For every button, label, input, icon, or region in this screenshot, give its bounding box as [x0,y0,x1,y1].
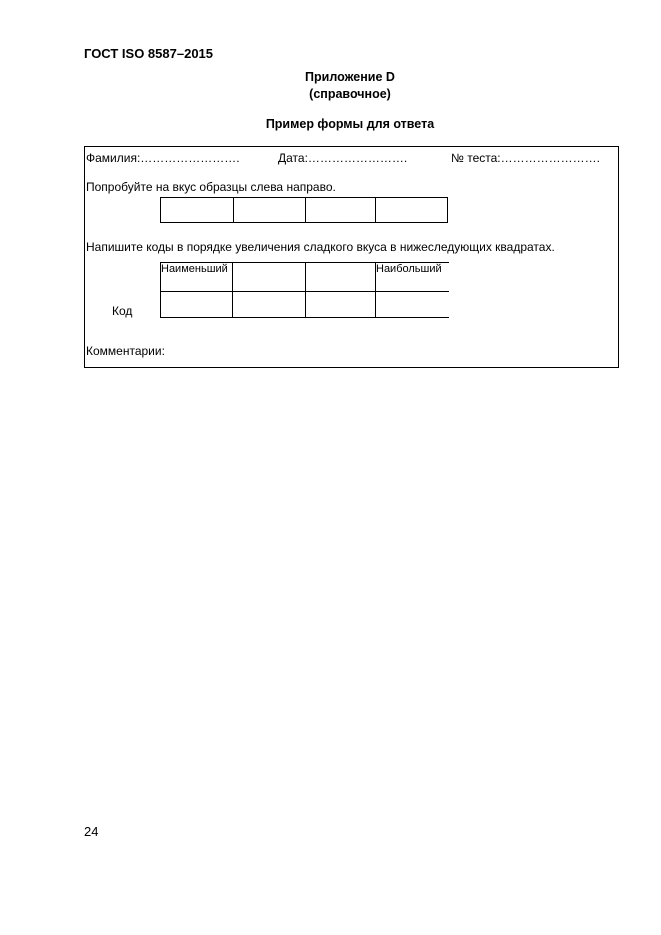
sample-box[interactable] [376,198,448,223]
page-number: 24 [84,824,99,839]
taste-instruction: Попробуйте на вкус образцы слева направо. [86,180,336,194]
rank-header-cell [306,263,376,292]
most-label: Наибольший [376,263,442,275]
sample-boxes [160,197,448,223]
code-row-label: Код [112,304,133,318]
test-number-field[interactable]: № теста:……………………. [451,151,600,165]
code-input-box[interactable] [376,292,449,318]
standard-code: ГОСТ ISO 8587–2015 [84,46,214,61]
least-label: Наименьший [161,263,228,275]
appendix-subtitle: (справочное) [309,87,391,101]
appendix-title: Приложение D [305,70,395,84]
rank-header-cell [233,263,306,292]
code-input-box[interactable] [233,292,306,318]
sample-box[interactable] [234,198,306,223]
codes-instruction: Напишите коды в порядке увеличения сладкого вкуса в нижеследующих квадратах. [86,240,555,254]
code-input-box[interactable] [306,292,376,318]
sample-box[interactable] [161,198,234,223]
comments-label: Комментарии: [86,344,165,358]
response-form [84,146,619,368]
most-sweet-header [376,263,449,292]
code-input-box[interactable] [161,292,233,318]
sample-box[interactable] [306,198,376,223]
date-field[interactable]: Дата:……………………. [278,151,408,165]
least-sweet-header [161,263,233,292]
ranking-table [160,262,449,318]
form-title: Пример формы для ответа [265,117,435,131]
surname-field[interactable]: Фамилия:……………………. [86,151,240,165]
